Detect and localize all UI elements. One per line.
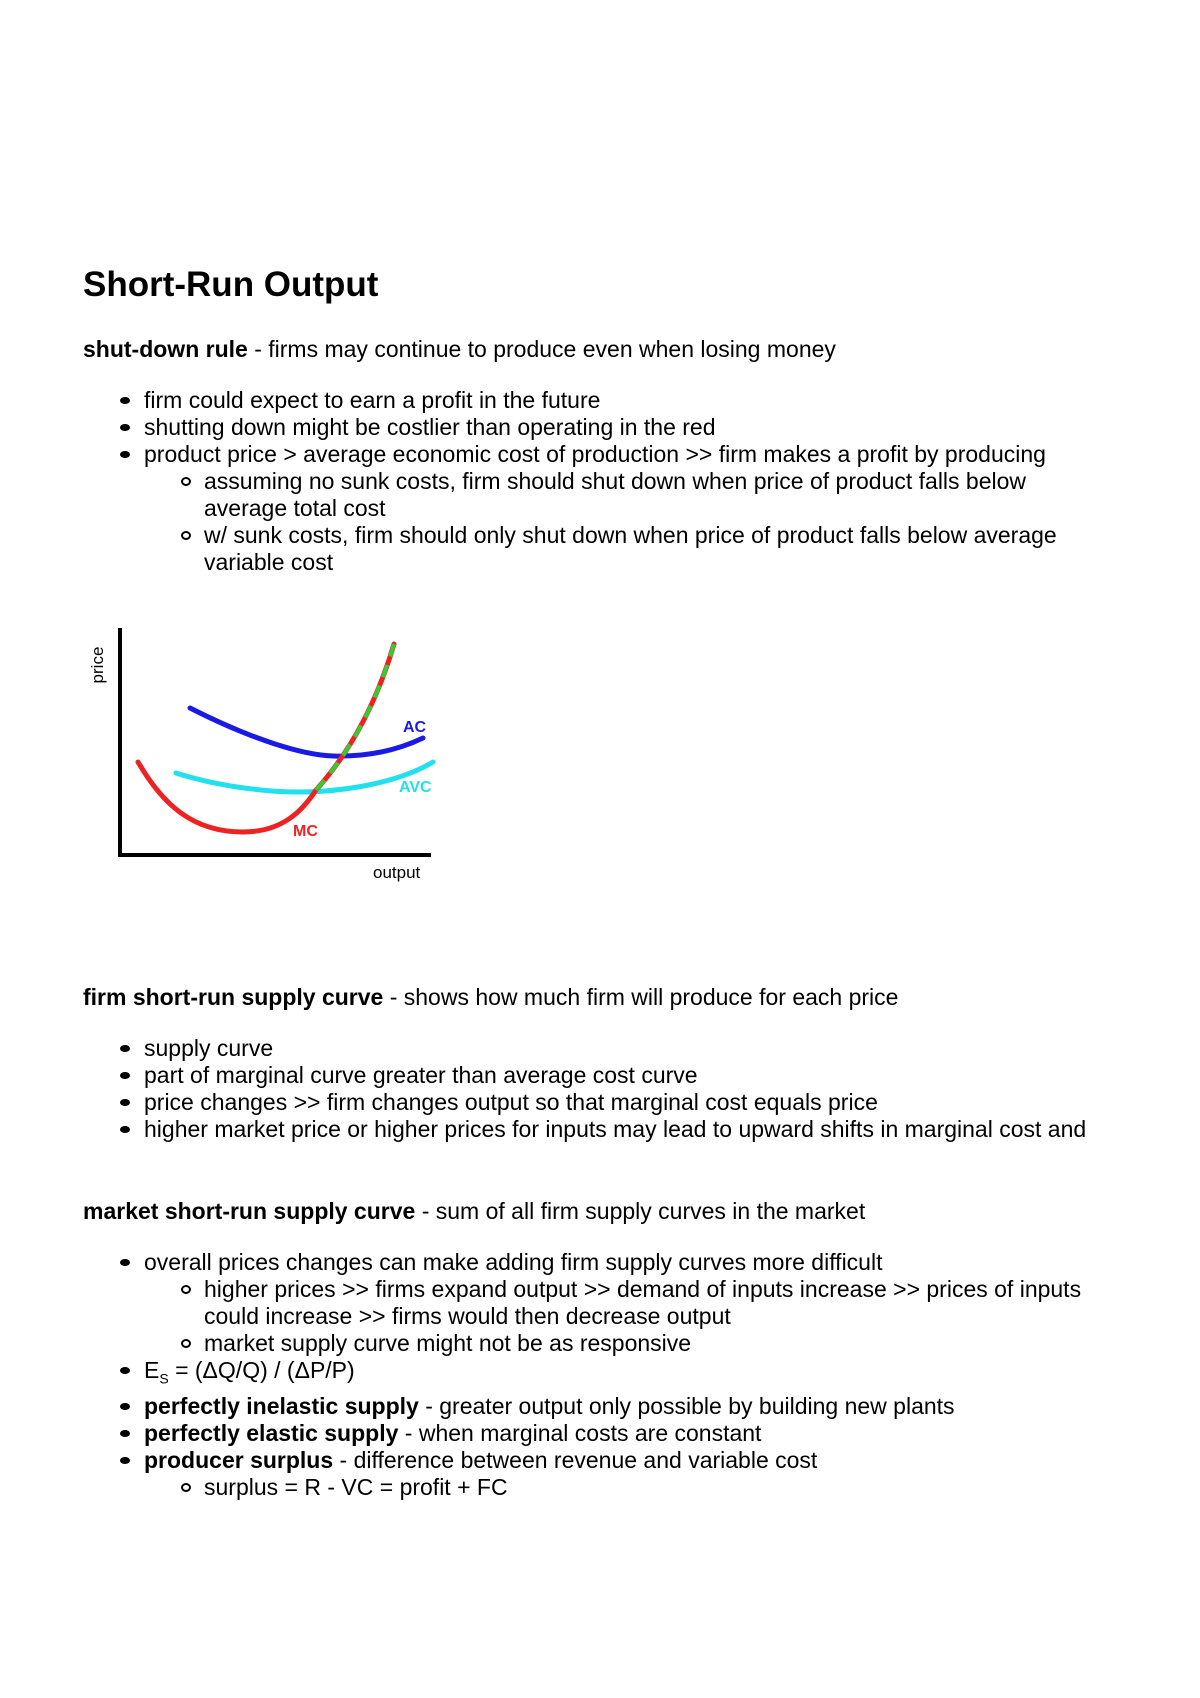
list-item: price changes >> firm changes output so that marginal cost equals price	[83, 1089, 1123, 1116]
term: shut-down rule	[83, 336, 248, 362]
formula-symbol: E	[144, 1357, 160, 1383]
ac-label: AC	[403, 719, 427, 736]
mc-label: MC	[293, 823, 318, 840]
list-item: supply curve	[83, 1035, 1123, 1062]
section-market-supply-curve	[83, 1198, 1123, 1501]
formula-text: = (ΔQ/Q) / (ΔP/P)	[168, 1357, 355, 1383]
list-item	[83, 1447, 1123, 1501]
supply-curve-dashes	[316, 644, 394, 790]
sub-bullet-list	[144, 1276, 1123, 1357]
term: perfectly inelastic supply	[144, 1392, 419, 1419]
list-item-text: overall prices changes can make adding firm supply curves more difficult	[144, 1249, 883, 1275]
term-description: - sum of all firm supply curves in the market	[415, 1198, 866, 1224]
term: firm short-run supply curve	[83, 984, 384, 1010]
x-axis-label: output	[373, 863, 421, 882]
page-title: Short-Run Output	[83, 265, 379, 304]
avc-curve	[176, 762, 433, 792]
list-item: shutting down might be costlier than operating in the red	[83, 414, 1123, 441]
term-description: - difference between revenue and variable cost	[333, 1446, 818, 1473]
list-item-text: product price > average economic cost of production >> firm makes a profit by producing	[144, 441, 1046, 467]
list-item	[83, 441, 1123, 576]
ac-curve	[190, 708, 423, 756]
term: market short-run supply curve	[83, 1198, 416, 1224]
definition	[83, 1198, 1123, 1225]
formula-subscript: S	[159, 1370, 169, 1387]
list-item: higher market price or higher prices for inputs may lead to upward shifts in marginal cost and	[83, 1116, 1123, 1143]
mc-curve	[138, 644, 394, 832]
sub-bullet-list	[144, 468, 1123, 576]
list-item	[83, 1393, 1123, 1420]
bullet-list	[83, 1249, 1123, 1501]
term-description: - firms may continue to produce even when losing money	[247, 336, 836, 362]
list-item-elasticity-formula	[83, 1357, 1123, 1393]
sub-list-item: assuming no sunk costs, firm should shut down when price of product falls below average total cost	[83, 468, 1123, 522]
bullet-list	[83, 387, 1123, 576]
sub-list-item: higher prices >> firms expand output >> demand of inputs increase >> prices of inputs could increase >> firms would then decrease output	[83, 1276, 1123, 1330]
sub-list-item: surplus = R - VC = profit + FC	[83, 1474, 1123, 1501]
list-item	[83, 1420, 1123, 1447]
section-firm-supply-curve	[83, 984, 1123, 1143]
y-axis-label: price	[88, 646, 107, 684]
term-description: - when marginal costs are constant	[398, 1419, 762, 1446]
avc-label: AVC	[399, 779, 432, 796]
sub-list-item: w/ sunk costs, firm should only shut down when price of product falls below average variable cost	[83, 522, 1123, 576]
term-description: - shows how much firm will produce for each price	[383, 984, 899, 1010]
section-shut-down-rule	[83, 336, 1123, 576]
term: perfectly elastic supply	[144, 1419, 399, 1446]
sub-bullet-list	[144, 1474, 1123, 1501]
list-item: firm could expect to earn a profit in the future	[83, 387, 1123, 414]
sub-list-item: market supply curve might not be as responsive	[83, 1330, 1123, 1357]
list-item: part of marginal curve greater than average cost curve	[83, 1062, 1123, 1089]
term: producer surplus	[144, 1446, 334, 1473]
definition	[83, 336, 1123, 363]
definition	[83, 984, 1123, 1011]
term-description: - greater output only possible by building new plants	[418, 1392, 955, 1419]
cost-curves-chart	[83, 620, 443, 890]
list-item	[83, 1249, 1123, 1357]
bullet-list	[83, 1035, 1123, 1143]
